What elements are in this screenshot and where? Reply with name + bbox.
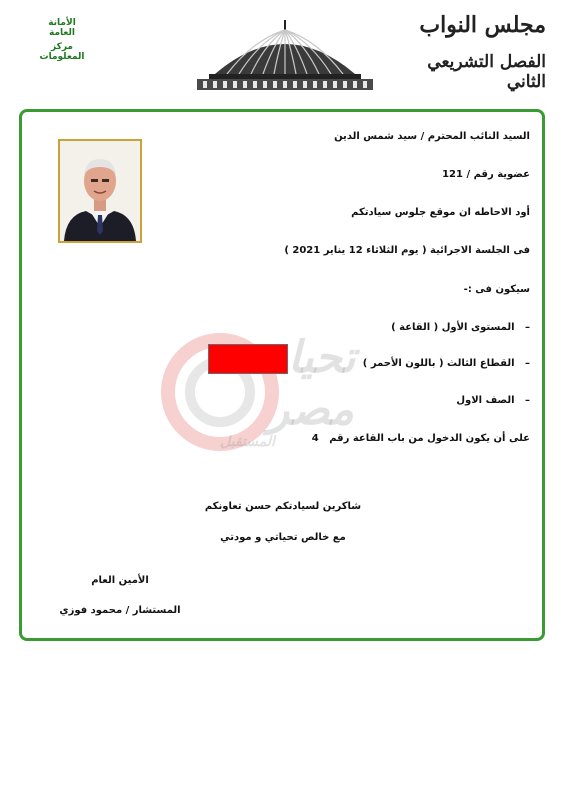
row-text: الصف الاول	[456, 395, 515, 406]
entry-door-number: 4	[311, 433, 319, 444]
intro-line: أود الاحاطه ان موقع جلوس سيادتكم	[351, 207, 530, 218]
will-be-line: سيكون فى :-	[463, 284, 530, 295]
regards-line: مع خالص تحياتي و مودتي	[220, 532, 346, 543]
session-line: فى الجلسة الاجرائية ( يوم الثلاثاء 12 يناير 2021 )	[284, 245, 530, 256]
watermark-text-1: تحيا	[288, 332, 356, 383]
sector-item	[363, 358, 530, 369]
sector-text: القطاع الثالث ( باللون الأحمر )	[362, 358, 515, 369]
header-second-legislative-term: الفصل التشريعي الثاني	[427, 52, 546, 92]
entry-text: على أن يكون الدخول من باب القاعة رقم	[329, 433, 530, 444]
member-photo	[58, 139, 142, 243]
header-house-of-representatives: مجلس النواب	[419, 12, 546, 38]
sector-bullet: –	[514, 358, 530, 369]
watermark-text-2: مصر	[268, 384, 355, 435]
membership-number: عضوية رقم / 121	[442, 169, 530, 180]
header-general-secretariat: الأمانة العامة	[48, 18, 76, 38]
salutation-line: السيد النائب المحترم / سيد شمس الدين	[334, 131, 530, 142]
row-bullet: –	[514, 395, 530, 406]
signer-name: المستشار / محمود فوزي	[59, 605, 181, 616]
sector-color-swatch	[208, 344, 288, 374]
level-text: المستوى الأول ( القاعة )	[391, 322, 515, 333]
watermark-text-3: المستقبل	[220, 434, 275, 450]
parliament-dome-logo	[193, 18, 377, 94]
level-bullet: –	[514, 322, 530, 333]
entry-line	[312, 433, 530, 444]
header-information-center: مركز المعلومات	[39, 42, 85, 62]
signer-title: الأمين العام	[91, 575, 149, 586]
level-item	[391, 322, 530, 333]
thanks-line: شاكرين لسيادتكم حسن تعاونكم	[204, 501, 362, 512]
row-item	[456, 395, 530, 406]
